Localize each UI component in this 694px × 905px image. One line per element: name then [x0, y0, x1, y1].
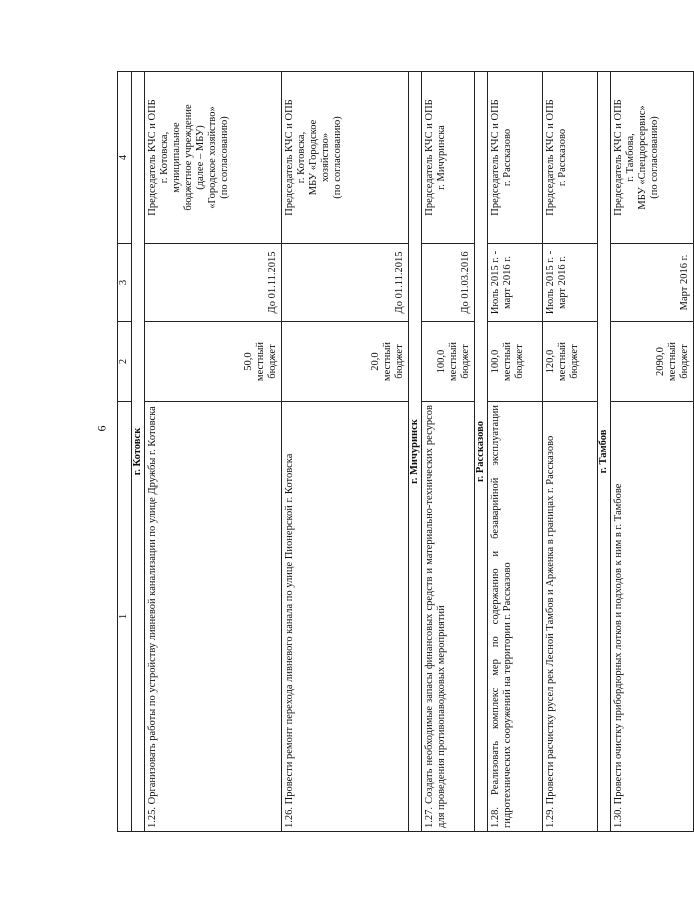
table-row [611, 72, 694, 832]
responsible-cell [145, 72, 282, 244]
responsible-line: (далее – МБУ) [195, 125, 207, 190]
rotated-table-sheet [117, 72, 691, 832]
responsible-line: (по согласованию) [332, 116, 344, 199]
table-row [488, 72, 543, 832]
section-city: г. Мичуринск [409, 72, 422, 832]
funding-source: местный [254, 341, 266, 382]
deadline-text: март 2016 г. [557, 256, 569, 309]
responsible-line: Председатель КЧС и ОПБ [545, 99, 557, 216]
responsible-line: Председатель КЧС и ОПБ [147, 99, 159, 216]
funding-cell [543, 322, 598, 402]
funding-source: бюджет [460, 344, 472, 379]
deadline-text: март 2016 г. [502, 256, 514, 309]
section-city: г. Рассказово [475, 72, 488, 832]
deadline-cell [611, 244, 694, 322]
funding-source: местный [381, 341, 393, 382]
deadline-cell [422, 244, 475, 322]
deadline-text: Июль 2015 г. - [490, 250, 502, 315]
responsible-line: МБУ «Спецдорсервис» [637, 105, 649, 210]
responsible-line: «Городское хозяйство» [207, 106, 219, 209]
table-row [543, 72, 598, 832]
funding-source: бюджет [569, 344, 581, 379]
deadline-text: До 01.03.2016 [460, 251, 472, 314]
responsible-line: г. Мичуринска [436, 125, 448, 190]
measures-table [117, 71, 694, 832]
task-cell: 1.26. Провести ремонт перехода ливневого канала по улице Пионерской г. Котовска [282, 402, 409, 832]
table-row [282, 72, 409, 832]
section-header-tambov [598, 72, 611, 832]
column-header-1: 1 [118, 402, 132, 832]
column-header-3: 3 [118, 244, 132, 322]
responsible-cell [543, 72, 598, 244]
funding-source: бюджет [267, 344, 278, 379]
funding-cell [145, 322, 282, 402]
funding-source: бюджет [394, 344, 405, 379]
funding-amount: 2090,0 [655, 347, 667, 376]
section-header-rasskazovo [475, 72, 488, 832]
responsible-cell [282, 72, 409, 244]
funding-source: бюджет [679, 344, 691, 379]
funding-amount: 100,0 [490, 349, 502, 374]
funding-source: местный [557, 341, 569, 382]
funding-amount: 20,0 [369, 352, 381, 371]
responsible-line: г. Котовска, [159, 131, 171, 184]
funding-amount: 120,0 [545, 349, 557, 374]
table-row [422, 72, 475, 832]
responsible-line: Председатель КЧС и ОПБ [490, 99, 502, 216]
task-cell: 1.27. Создать необходимые запасы финансовых средств и материально-технических ресурсов для проведения противопаводковых мероприятий [422, 402, 475, 832]
table-row [145, 72, 282, 832]
responsible-cell [611, 72, 694, 244]
responsible-cell [488, 72, 543, 244]
responsible-cell [422, 72, 475, 244]
table-header-row [118, 72, 132, 832]
responsible-line: Председатель КЧС и ОПБ [613, 99, 625, 216]
deadline-cell [543, 244, 598, 322]
task-cell: 1.28. Реализовать комплекс мер по содержанию и безаварийной эксплуатации гидротехнических сооружений на территории г. Рассказово [488, 402, 543, 832]
responsible-line: г. Котовска, [296, 131, 308, 184]
page-number: 6 [94, 425, 109, 432]
responsible-line: г. Рассказово [557, 128, 569, 187]
funding-amount: 100,0 [435, 349, 447, 374]
deadline-cell [145, 244, 282, 322]
deadline-text: Март 2016 г. [679, 254, 691, 311]
funding-cell [611, 322, 694, 402]
funding-source: местный [667, 341, 679, 382]
funding-source: местный [502, 341, 514, 382]
section-header-kotovsk [132, 72, 145, 832]
section-city: г. Тамбов [598, 72, 611, 832]
deadline-text: До 01.11.2015 [267, 251, 278, 314]
funding-amount: 50,0 [242, 352, 254, 371]
deadline-cell [282, 244, 409, 322]
funding-cell [422, 322, 475, 402]
deadline-cell [488, 244, 543, 322]
responsible-line: хозяйство» [320, 132, 332, 183]
funding-source: местный [448, 341, 459, 382]
funding-cell [282, 322, 409, 402]
responsible-line: г. Тамбова, [625, 133, 637, 182]
section-header-michurinsk [409, 72, 422, 832]
responsible-line: муниципальное [171, 122, 183, 193]
responsible-line: бюджетное учреждение [183, 104, 195, 211]
responsible-line: Председатель КЧС и ОПБ [424, 99, 436, 216]
task-cell: 1.25. Организовать работы по устройству ливневой канализации по улице Дружбы г. Котовска [145, 402, 282, 832]
deadline-text: Июль 2015 г. - [545, 250, 557, 315]
section-city: г. Котовск [132, 72, 145, 832]
responsible-line: (по согласованию) [219, 116, 231, 199]
deadline-text: До 01.11.2015 [394, 251, 405, 314]
task-cell: 1.29. Провести расчистку русел рек Лесной Тамбов и Арженка в границах г. Рассказово [543, 402, 598, 832]
task-cell: 1.30. Провести очистку прибордюрных лотков и подходов к ним в г. Тамбове [611, 402, 694, 832]
responsible-line: (по согласованию) [649, 116, 661, 199]
column-header-4: 4 [118, 72, 132, 244]
responsible-line: г. Рассказово [502, 128, 514, 187]
responsible-line: МБУ «Городское [308, 119, 320, 196]
column-header-2: 2 [118, 322, 132, 402]
responsible-line: Председатель КЧС и ОПБ [284, 99, 296, 216]
funding-cell [488, 322, 543, 402]
funding-source: бюджет [514, 344, 526, 379]
